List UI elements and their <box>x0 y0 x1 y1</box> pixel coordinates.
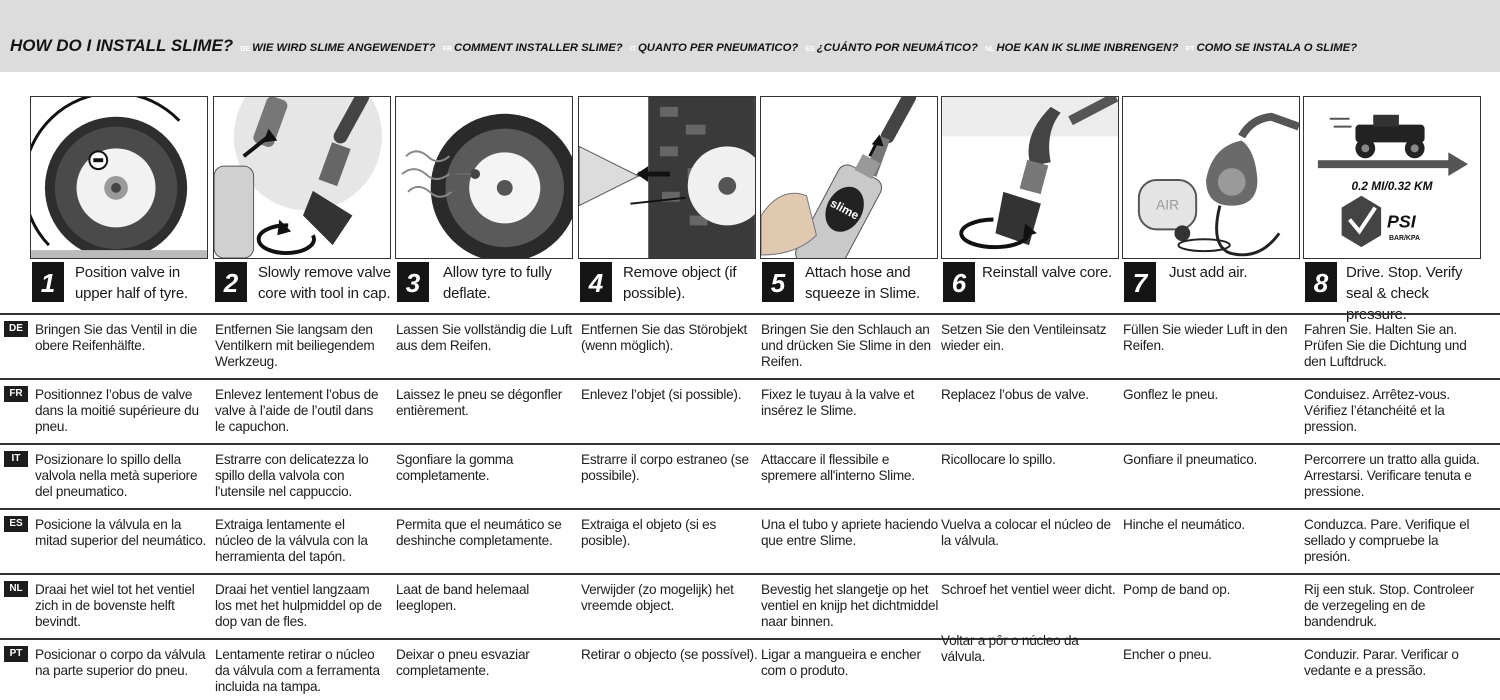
cell-nl-step-6: Schroef het ventiel weer dicht. <box>941 582 1116 597</box>
bottle-label: slime <box>827 195 862 223</box>
row-divider <box>0 573 1500 575</box>
step-8-illustration <box>1303 96 1481 259</box>
step-2-illustration <box>213 96 391 259</box>
step-3-text: Allow tyre to fully deflate. <box>443 264 552 302</box>
step-7-number: 7 <box>1124 262 1156 302</box>
cell-pt-step-6: Voltar a pôr o núcleo da válvula. <box>941 633 1079 664</box>
step-8-number: 8 <box>1305 262 1337 302</box>
remove-object-icon <box>579 97 755 258</box>
lang-code-fr: FR <box>442 46 453 53</box>
cell-es-step-4: Extraiga el objeto (si es posible). <box>581 517 717 548</box>
row-divider <box>0 638 1500 640</box>
cell-it-step-8: Percorrere un tratto alla guida. Arrestarsi. Verificare tenuta e pressione. <box>1304 452 1480 499</box>
valve-core-tool-icon <box>214 97 390 258</box>
header-title-es: ¿CUÁNTO POR NEUMÁTICO? <box>816 42 978 54</box>
lang-code-fr: FR <box>4 386 28 402</box>
cell-de-step-8: Fahren Sie. Halten Sie an. Prüfen Sie die Dichtung und den Luftdruck. <box>1304 322 1467 369</box>
row-divider <box>0 313 1500 315</box>
step-7-illustration <box>1122 96 1300 259</box>
cell-pt-step-5: Ligar a mangueira e encher com o produto. <box>761 647 921 678</box>
cell-fr-step-2: Enlevez lentement l’obus de valve à l’aide de l’outil dans le capuchon. <box>215 387 379 434</box>
cell-nl-step-2: Draai het ventiel langzaam los met het hulpmiddel op de dop van de fles. <box>215 582 382 629</box>
lang-code-pt: PT <box>1185 46 1195 53</box>
header-title-en: HOW DO I INSTALL SLIME? <box>10 36 234 55</box>
step-1-illustration <box>30 96 208 259</box>
lang-code-es: ES <box>4 516 28 532</box>
step-6-illustration <box>941 96 1119 259</box>
psi-sub-label: BAR/KPA <box>1389 235 1420 243</box>
cell-fr-step-7: Gonflez le pneu. <box>1123 387 1218 402</box>
lang-code-pt: PT <box>4 646 28 662</box>
cell-de-step-3: Lassen Sie vollständig die Luft aus dem Reifen. <box>396 322 572 353</box>
lang-code-es: ES <box>805 46 815 53</box>
cell-de-step-2: Entfernen Sie langsam den Ventilkern mit beiliegendem Werkzeug. <box>215 322 375 369</box>
cell-pt-step-8: Conduzir. Parar. Verificar o vedante e a pressão. <box>1304 647 1459 678</box>
step-1-number: 1 <box>32 262 64 302</box>
step-6-text: Reinstall valve core. <box>982 264 1113 281</box>
cell-nl-step-5: Bevestig het slangetje op het ventiel en knijp het dichtmiddel naar binnen. <box>761 582 939 629</box>
cell-de-step-6: Setzen Sie den Ventileinsatz wieder ein. <box>941 322 1107 353</box>
reinstall-valve-core-icon <box>942 97 1118 258</box>
cell-pt-step-7: Encher o pneu. <box>1123 647 1212 662</box>
psi-label: PSI <box>1387 211 1416 232</box>
cell-es-step-2: Extraiga lentamente el núcleo de la válvula con la herramienta del tapón. <box>215 517 368 564</box>
lang-code-it: IT <box>629 46 637 53</box>
header-title-fr: COMMENT INSTALLER SLIME? <box>454 42 623 54</box>
lang-code-de: DE <box>240 46 251 53</box>
cell-es-step-3: Permita que el neumático se deshinche completamente. <box>396 517 562 548</box>
header-title-de: WIE WIRD SLIME ANGEWENDET? <box>252 42 436 54</box>
row-divider <box>0 443 1500 445</box>
step-2-text: Slowly remove valve core with tool in cap. <box>258 264 391 302</box>
cell-fr-step-3: Laissez le pneu se dégonfler entièrement. <box>396 387 563 418</box>
cell-es-step-1: Posicione la válvula en la mitad superior del neumático. <box>35 517 207 548</box>
cell-it-step-5: Attaccare il flessibile e spremere all'interno Slime. <box>761 452 915 483</box>
cell-nl-step-1: Draai het wiel tot het ventiel zich in de bovenste helft bevindt. <box>35 582 195 629</box>
step-1-text: Position valve in upper half of tyre. <box>75 264 188 302</box>
step-3-illustration <box>395 96 573 259</box>
lang-code-de: DE <box>4 321 28 337</box>
distance-label: 0.2 MI/0.32 KM <box>1351 178 1433 193</box>
row-divider <box>0 378 1500 380</box>
cell-it-step-3: Sgonfiare la gomma completamente. <box>396 452 514 483</box>
cell-it-step-2: Estrarre con delicatezza lo spillo della valvola con l'utensile nel cappuccio. <box>215 452 369 499</box>
cell-pt-step-4: Retirar o objecto (se possível). <box>581 647 758 662</box>
cell-nl-step-7: Pomp de band op. <box>1123 582 1231 597</box>
cell-de-step-5: Bringen Sie den Schlauch an und drücken Sie Slime in den Reifen. <box>761 322 931 369</box>
cell-de-step-1: Bringen Sie das Ventil in die obere Reifenhälfte. <box>35 322 198 353</box>
step-5-number: 5 <box>762 262 794 302</box>
step-5-text: Attach hose and squeeze in Slime. <box>805 264 920 302</box>
drive-check-pressure-icon <box>1304 97 1480 258</box>
row-divider <box>0 508 1500 510</box>
step-4-number: 4 <box>580 262 612 302</box>
cell-it-step-6: Ricollocare lo spillo. <box>941 452 1056 467</box>
cell-pt-step-3: Deixar o pneu esvaziar completamente. <box>396 647 530 678</box>
air-compressor-icon <box>1123 97 1299 258</box>
header-title-pt: COMO SE INSTALA O SLIME? <box>1196 42 1358 54</box>
cell-es-step-7: Hinche el neumático. <box>1123 517 1245 532</box>
step-3-number: 3 <box>397 262 429 302</box>
cell-nl-step-3: Laat de band helemaal leeglopen. <box>396 582 530 613</box>
tyre-deflate-icon <box>396 97 572 258</box>
step-7-text: Just add air. <box>1169 264 1248 281</box>
header-bar <box>0 0 1500 72</box>
cell-de-step-4: Entfernen Sie das Störobjekt (wenn möglich). <box>581 322 748 353</box>
step-6-number: 6 <box>943 262 975 302</box>
tyre-valve-up-icon <box>31 97 207 258</box>
step-2-number: 2 <box>215 262 247 302</box>
lang-code-nl: NL <box>4 581 28 597</box>
cell-es-step-6: Vuelva a colocar el núcleo de la válvula. <box>941 517 1111 548</box>
step-4-illustration <box>578 96 756 259</box>
cell-fr-step-5: Fixez le tuyau à la valve et insérez le Slime. <box>761 387 915 418</box>
cell-fr-step-6: Replacez l’obus de valve. <box>941 387 1089 402</box>
step-5-illustration <box>760 96 938 259</box>
cell-pt-step-2: Lentamente retirar o núcleo da válvula com a ferramenta incluida na tampa. <box>215 647 380 694</box>
cell-it-step-1: Posizionare lo spillo della valvola nella metà superiore del pneumatico. <box>35 452 198 499</box>
compressor-label: AIR <box>1156 196 1180 213</box>
step-8-text: Drive. Stop. Verify seal & check <box>1346 264 1463 302</box>
cell-es-step-5: Una el tubo y apriete haciendo que entre Slime. <box>761 517 938 548</box>
header-titles <box>10 36 1357 56</box>
cell-pt-step-1: Posicionar o corpo da válvula na parte superior do pneu. <box>35 647 206 678</box>
cell-it-step-4: Estrarre il corpo estraneo (se possibile). <box>581 452 749 483</box>
header-title-it: QUANTO PER PNEUMATICO? <box>638 42 799 54</box>
lang-code-it: IT <box>4 451 28 467</box>
header-title-nl: HOE KAN IK SLIME INBRENGEN? <box>996 42 1179 54</box>
cell-es-step-8: Conduzca. Pare. Verifique el sellado y compruebe la presión. <box>1304 517 1470 564</box>
cell-de-step-7: Füllen Sie wieder Luft in den Reifen. <box>1123 322 1288 353</box>
step-4-text: Remove object (if possible). <box>623 264 737 302</box>
cell-it-step-7: Gonfiare il pneumatico. <box>1123 452 1258 467</box>
cell-nl-step-8: Rij een stuk. Stop. Controleer de verzegeling en de bandendruk. <box>1304 582 1475 629</box>
cell-nl-step-4: Verwijder (zo mogelijk) het vreemde object. <box>581 582 734 613</box>
cell-fr-step-8: Conduisez. Arrêtez-vous. Vérifiez l’étanchéité et la pression. <box>1304 387 1450 434</box>
slime-bottle-hose-icon <box>761 97 937 258</box>
lang-code-nl: NL <box>985 46 995 53</box>
cell-fr-step-1: Positionnez l’obus de valve dans la moitié supérieure du pneu. <box>35 387 199 434</box>
cell-fr-step-4: Enlevez l’objet (si possible). <box>581 387 742 402</box>
